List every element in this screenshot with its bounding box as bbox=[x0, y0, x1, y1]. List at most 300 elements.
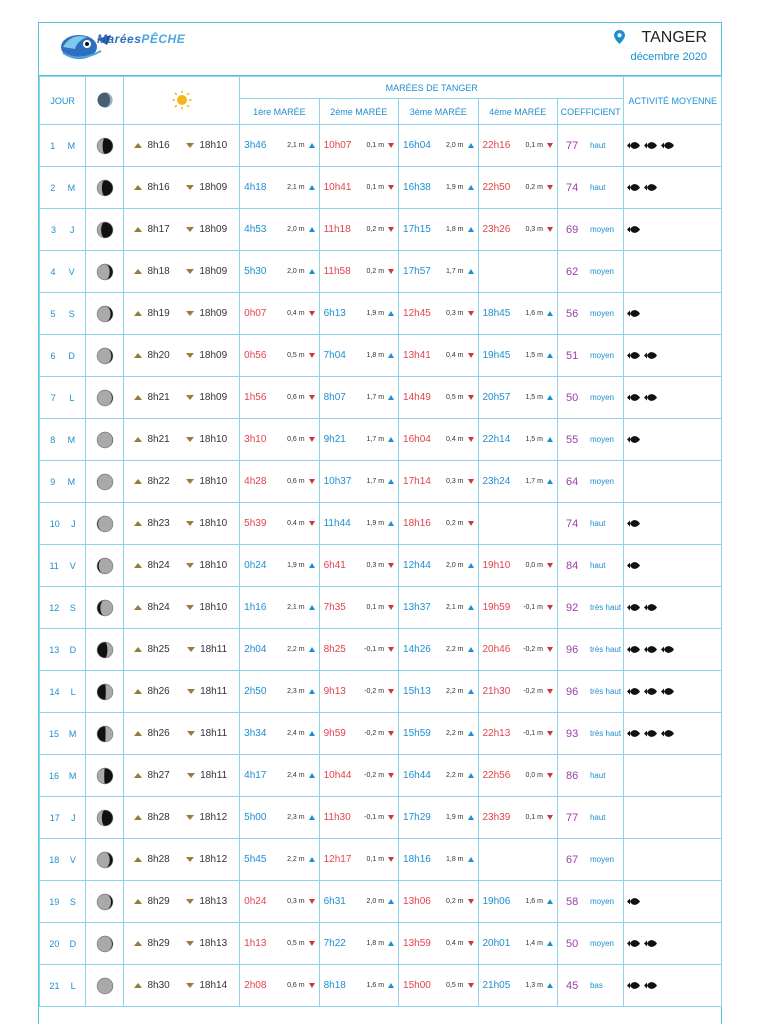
coefficient-value: 86 bbox=[565, 769, 579, 782]
sunset-time: 18h10 bbox=[199, 476, 228, 487]
sunset-arrow-icon bbox=[187, 647, 195, 652]
weekday-letter: J bbox=[71, 812, 76, 823]
table-row[interactable] bbox=[40, 377, 722, 419]
day-number: 13 bbox=[49, 644, 60, 655]
tide-time: 11h44 bbox=[323, 518, 351, 529]
weekday-letter: J bbox=[71, 518, 76, 529]
weekday-letter: M bbox=[68, 728, 77, 739]
sunset-time: 18h13 bbox=[199, 896, 228, 907]
table-row[interactable] bbox=[40, 671, 722, 713]
table-row[interactable] bbox=[40, 629, 722, 671]
high-tide-arrow-icon bbox=[468, 815, 474, 820]
table-row[interactable] bbox=[40, 587, 722, 629]
moon-cell bbox=[86, 125, 124, 167]
tide-time: 1h13 bbox=[244, 938, 267, 949]
high-tide-arrow-icon bbox=[309, 689, 315, 694]
tide-time: 8h07 bbox=[323, 392, 346, 403]
tide-cell bbox=[478, 125, 557, 167]
low-tide-arrow-icon bbox=[547, 185, 553, 190]
coefficient-cell bbox=[557, 923, 623, 965]
tide-cell bbox=[319, 419, 398, 461]
tide-height: 0,3 m bbox=[287, 898, 305, 905]
tide-cell bbox=[240, 965, 319, 1007]
sunset bbox=[186, 266, 227, 277]
high-tide-arrow-icon bbox=[547, 479, 553, 484]
day-number: 4 bbox=[50, 266, 56, 277]
coefficient-level: moyen bbox=[589, 939, 614, 948]
fish-icon bbox=[627, 561, 640, 570]
coefficient-cell bbox=[557, 839, 623, 881]
table-row[interactable] bbox=[40, 125, 722, 167]
fish-icon bbox=[627, 897, 640, 906]
tide-height: 0,2 m bbox=[445, 520, 464, 527]
table-row[interactable] bbox=[40, 839, 722, 881]
tide-height: 1,7 m bbox=[525, 478, 543, 485]
coefficient-cell bbox=[557, 629, 623, 671]
tide-time: 7h22 bbox=[323, 938, 346, 949]
tide-time: 12h45 bbox=[403, 308, 431, 319]
moon-cell bbox=[86, 713, 124, 755]
tide-cell bbox=[399, 713, 478, 755]
coefficient-level: moyen bbox=[589, 393, 614, 402]
coefficient-level: haut bbox=[589, 771, 606, 780]
fish-icon bbox=[644, 645, 657, 654]
day-number: 6 bbox=[50, 350, 56, 361]
low-tide-arrow-icon bbox=[388, 815, 394, 820]
weekday-letter: D bbox=[68, 350, 75, 361]
tide-height: 1,7 m bbox=[445, 268, 464, 275]
sunrise-time: 8h23 bbox=[147, 518, 170, 529]
table-row[interactable] bbox=[40, 965, 722, 1007]
col-sun bbox=[124, 77, 240, 125]
sun-cell bbox=[124, 293, 240, 335]
day-number: 18 bbox=[49, 854, 60, 865]
low-tide-arrow-icon bbox=[468, 479, 474, 484]
activity-cell bbox=[624, 461, 722, 503]
tide-height: 2,3 m bbox=[287, 814, 305, 821]
weekday-letter: M bbox=[67, 434, 76, 445]
activity-cell bbox=[624, 629, 722, 671]
tide-height: 1,7 m bbox=[366, 436, 385, 443]
weekday-letter: L bbox=[70, 686, 76, 697]
sunset-time: 18h14 bbox=[199, 980, 228, 991]
day-cell bbox=[40, 125, 86, 167]
coefficient-value: 92 bbox=[565, 601, 579, 614]
tide-time: 13h37 bbox=[403, 602, 431, 613]
tide-cell bbox=[319, 587, 398, 629]
day-cell bbox=[40, 881, 86, 923]
tide-height: 0,6 m bbox=[287, 982, 305, 989]
weekday-letter: J bbox=[69, 224, 75, 235]
table-row[interactable] bbox=[40, 293, 722, 335]
tide-cell bbox=[478, 671, 557, 713]
tide-cell bbox=[399, 629, 478, 671]
table-row[interactable] bbox=[40, 923, 722, 965]
sunset bbox=[186, 350, 227, 361]
coefficient-level: haut bbox=[589, 813, 606, 822]
sunrise bbox=[134, 728, 169, 739]
tide-cell bbox=[478, 587, 557, 629]
high-tide-arrow-icon bbox=[309, 815, 315, 820]
high-tide-arrow-icon bbox=[468, 227, 474, 232]
sunset-arrow-icon bbox=[186, 227, 194, 232]
coefficient-value: 96 bbox=[565, 685, 579, 698]
tide-cell bbox=[319, 671, 398, 713]
tide-time: 13h59 bbox=[403, 938, 431, 949]
sunset bbox=[186, 560, 227, 571]
tide-height: -0,1 m bbox=[523, 730, 543, 737]
low-tide-arrow-icon bbox=[547, 143, 553, 148]
sunrise-arrow-icon bbox=[134, 353, 142, 358]
weekday-letter: V bbox=[69, 854, 76, 865]
coefficient-value: 55 bbox=[565, 433, 579, 446]
day-number: 15 bbox=[48, 728, 59, 739]
activity-cell bbox=[624, 797, 722, 839]
activity-cell bbox=[624, 293, 722, 335]
high-tide-arrow-icon bbox=[309, 185, 315, 190]
low-tide-arrow-icon bbox=[309, 899, 315, 904]
tide-height: 1,6 m bbox=[525, 310, 543, 317]
sunrise bbox=[134, 182, 169, 193]
moon-phase-icon bbox=[86, 767, 123, 785]
sunrise-time: 8h29 bbox=[147, 938, 170, 949]
tide-height: 0,5 m bbox=[287, 352, 305, 359]
tide-time: 13h06 bbox=[403, 896, 431, 907]
tide-cell bbox=[240, 713, 319, 755]
sunset-arrow-icon bbox=[186, 605, 194, 610]
tide-cell bbox=[240, 545, 319, 587]
high-tide-arrow-icon bbox=[309, 269, 315, 274]
sunset bbox=[187, 728, 227, 739]
activity-cell bbox=[624, 923, 722, 965]
tide-cell bbox=[478, 629, 557, 671]
coefficient-value: 93 bbox=[565, 727, 579, 740]
sun-cell bbox=[124, 419, 240, 461]
coefficient-value: 64 bbox=[565, 475, 579, 488]
coefficient-value: 74 bbox=[565, 181, 579, 194]
high-tide-arrow-icon bbox=[309, 647, 315, 652]
sunrise-time: 8h24 bbox=[147, 602, 170, 613]
sunrise bbox=[134, 266, 169, 277]
moon-cell bbox=[86, 671, 124, 713]
tide-time: 22h50 bbox=[482, 182, 511, 193]
tide-height: -0,1 m bbox=[523, 604, 543, 611]
coefficient-cell bbox=[557, 797, 623, 839]
sunrise bbox=[134, 350, 169, 361]
moon-cell bbox=[86, 419, 124, 461]
fish-icon bbox=[627, 183, 640, 192]
coefficient-cell bbox=[557, 335, 623, 377]
coefficient-level: moyen bbox=[589, 267, 614, 276]
fish-icon bbox=[627, 939, 640, 948]
tide-cell bbox=[478, 461, 557, 503]
coefficient-cell bbox=[557, 251, 623, 293]
tide-height: 0,5 m bbox=[445, 982, 464, 989]
tide-height: 1,9 m bbox=[287, 562, 305, 569]
tide-height: 2,1 m bbox=[445, 604, 464, 611]
sun-cell bbox=[124, 251, 240, 293]
tide-height: 1,6 m bbox=[525, 898, 543, 905]
sunset-time: 18h10 bbox=[199, 518, 228, 529]
low-tide-arrow-icon bbox=[388, 857, 394, 862]
coefficient-value: 84 bbox=[565, 559, 579, 572]
sunset-time: 18h10 bbox=[199, 434, 228, 445]
coefficient-level: bas bbox=[589, 981, 603, 990]
sunrise-arrow-icon bbox=[134, 983, 142, 988]
table-row[interactable] bbox=[40, 419, 722, 461]
low-tide-arrow-icon bbox=[388, 647, 394, 652]
day-number: 10 bbox=[49, 518, 60, 529]
activity-cell bbox=[624, 503, 722, 545]
sunset bbox=[186, 308, 227, 319]
sunset-time: 18h11 bbox=[200, 770, 228, 781]
tide-cell bbox=[240, 923, 319, 965]
weekday-letter: S bbox=[69, 896, 76, 907]
tide-height: 2,0 m bbox=[366, 898, 385, 905]
sunset-arrow-icon bbox=[186, 521, 194, 526]
fish-icon bbox=[627, 141, 640, 150]
tide-time: 19h10 bbox=[482, 560, 511, 571]
sunset-arrow-icon bbox=[186, 395, 194, 400]
low-tide-arrow-icon bbox=[388, 731, 394, 736]
table-row[interactable] bbox=[40, 503, 722, 545]
sunrise-time: 8h25 bbox=[147, 644, 170, 655]
tide-cell-empty bbox=[478, 251, 557, 293]
high-tide-arrow-icon bbox=[547, 311, 553, 316]
moon-cell bbox=[86, 209, 124, 251]
table-row[interactable] bbox=[40, 545, 722, 587]
tide-cell bbox=[240, 419, 319, 461]
coefficient-cell bbox=[557, 167, 623, 209]
weekday-letter: M bbox=[68, 770, 77, 781]
coefficient-level: très haut bbox=[589, 603, 622, 612]
sunrise bbox=[134, 686, 169, 697]
sunset-arrow-icon bbox=[186, 815, 194, 820]
high-tide-arrow-icon bbox=[309, 143, 315, 148]
tide-height: 2,2 m bbox=[445, 772, 464, 779]
tide-cell-empty bbox=[478, 503, 557, 545]
high-tide-arrow-icon bbox=[388, 311, 394, 316]
tide-height: 1,8 m bbox=[445, 856, 464, 863]
sunset-time: 18h12 bbox=[199, 854, 228, 865]
moon-phase-icon bbox=[86, 263, 123, 281]
coefficient-level: moyen bbox=[589, 435, 614, 444]
sunset bbox=[186, 140, 227, 151]
sunset-arrow-icon bbox=[186, 857, 194, 862]
tide-cell bbox=[319, 293, 398, 335]
col-tides-group: MARÉES DE TANGER bbox=[240, 77, 624, 99]
high-tide-arrow-icon bbox=[468, 605, 474, 610]
weekday-letter: S bbox=[69, 602, 76, 613]
table-row[interactable] bbox=[40, 797, 722, 839]
low-tide-arrow-icon bbox=[388, 605, 394, 610]
sunrise-arrow-icon bbox=[134, 311, 142, 316]
table-row[interactable] bbox=[40, 755, 722, 797]
day-cell bbox=[40, 335, 86, 377]
moon-cell bbox=[86, 755, 124, 797]
tide-time: 16h04 bbox=[403, 434, 431, 445]
moon-phase-icon bbox=[86, 851, 123, 869]
table-row[interactable] bbox=[40, 209, 722, 251]
tide-time: 22h14 bbox=[482, 434, 511, 445]
table-row[interactable] bbox=[40, 251, 722, 293]
moon-phase-icon bbox=[86, 725, 123, 743]
coefficient-value: 50 bbox=[565, 937, 579, 950]
coefficient-level: moyen bbox=[589, 897, 614, 906]
tide-cell bbox=[399, 881, 478, 923]
sunset-time: 18h12 bbox=[199, 812, 228, 823]
sunset bbox=[186, 224, 227, 235]
col-tide-1: 1ère MARÉE bbox=[240, 99, 319, 125]
moon-phase-icon bbox=[86, 389, 123, 407]
table-row[interactable] bbox=[40, 713, 722, 755]
fish-icon bbox=[644, 981, 657, 990]
sunset-arrow-icon bbox=[187, 689, 195, 694]
tide-time: 2h04 bbox=[244, 644, 267, 655]
day-cell bbox=[40, 713, 86, 755]
activity-cell bbox=[624, 251, 722, 293]
tide-time: 12h17 bbox=[323, 854, 352, 865]
coefficient-value: 77 bbox=[565, 811, 579, 824]
sunset bbox=[186, 518, 227, 529]
activity-cell bbox=[624, 419, 722, 461]
sunset-arrow-icon bbox=[186, 941, 194, 946]
moon-phase-icon bbox=[86, 683, 123, 701]
low-tide-arrow-icon bbox=[468, 353, 474, 358]
fish-icon bbox=[627, 729, 640, 738]
sun-icon bbox=[172, 90, 192, 110]
low-tide-arrow-icon bbox=[309, 521, 315, 526]
tide-height: 2,1 m bbox=[287, 604, 305, 611]
tide-time: 22h16 bbox=[482, 140, 511, 151]
sunrise-arrow-icon bbox=[134, 227, 142, 232]
low-tide-arrow-icon bbox=[547, 647, 553, 652]
tide-cell bbox=[240, 755, 319, 797]
tide-time: 9h13 bbox=[323, 686, 346, 697]
sunrise bbox=[134, 938, 169, 949]
low-tide-arrow-icon bbox=[309, 479, 315, 484]
tide-cell bbox=[399, 797, 478, 839]
sunrise-time: 8h16 bbox=[147, 182, 170, 193]
tide-cell bbox=[240, 797, 319, 839]
low-tide-arrow-icon bbox=[309, 311, 315, 316]
tide-height: 0,3 m bbox=[366, 562, 385, 569]
tide-cell bbox=[319, 755, 398, 797]
tide-time: 6h31 bbox=[323, 896, 346, 907]
tide-height: 1,3 m bbox=[525, 982, 543, 989]
tide-cell bbox=[478, 167, 557, 209]
tide-cell bbox=[478, 797, 557, 839]
tide-cell bbox=[319, 881, 398, 923]
tide-height: 2,0 m bbox=[445, 142, 464, 149]
fish-icon bbox=[661, 729, 674, 738]
moon-cell bbox=[86, 587, 124, 629]
coefficient-cell bbox=[557, 461, 623, 503]
sunset bbox=[186, 392, 227, 403]
sunset-arrow-icon bbox=[186, 563, 194, 568]
moon-cell bbox=[86, 629, 124, 671]
sunrise bbox=[134, 980, 169, 991]
low-tide-arrow-icon bbox=[309, 353, 315, 358]
fish-icon bbox=[627, 435, 640, 444]
tide-time: 5h39 bbox=[244, 518, 267, 529]
logo-text[interactable] bbox=[97, 32, 185, 46]
table-row[interactable] bbox=[40, 167, 722, 209]
coefficient-level: moyen bbox=[589, 351, 614, 360]
sunrise-arrow-icon bbox=[134, 269, 142, 274]
tide-time: 21h05 bbox=[482, 980, 511, 991]
sunset-time: 18h11 bbox=[200, 728, 228, 739]
sunrise-time: 8h24 bbox=[147, 560, 170, 571]
sunrise-arrow-icon bbox=[134, 563, 142, 568]
tide-height: 0,4 m bbox=[287, 310, 305, 317]
table-row[interactable] bbox=[40, 881, 722, 923]
tide-cell bbox=[399, 755, 478, 797]
tide-time: 11h18 bbox=[323, 224, 351, 235]
table-row[interactable] bbox=[40, 335, 722, 377]
tide-cell bbox=[478, 881, 557, 923]
moon-cell bbox=[86, 839, 124, 881]
tide-height: -0,1 m bbox=[364, 646, 385, 653]
sunset-time: 18h10 bbox=[199, 602, 228, 613]
sunrise-arrow-icon bbox=[134, 815, 142, 820]
tide-time: 17h14 bbox=[403, 476, 431, 487]
tide-cell bbox=[240, 587, 319, 629]
sunrise-time: 8h17 bbox=[147, 224, 170, 235]
weekday-letter: L bbox=[69, 392, 75, 403]
tide-time: 0h24 bbox=[244, 896, 267, 907]
weekday-letter: D bbox=[69, 938, 77, 949]
coefficient-level: haut bbox=[589, 561, 606, 570]
table-row[interactable] bbox=[40, 461, 722, 503]
low-tide-arrow-icon bbox=[468, 521, 474, 526]
sun-cell bbox=[124, 167, 240, 209]
tide-time: 5h00 bbox=[244, 812, 267, 823]
tide-time: 10h41 bbox=[323, 182, 352, 193]
low-tide-arrow-icon bbox=[388, 689, 394, 694]
tide-cell bbox=[478, 335, 557, 377]
fish-icon bbox=[644, 351, 657, 360]
day-cell bbox=[40, 587, 86, 629]
low-tide-arrow-icon bbox=[468, 899, 474, 904]
moon-cell bbox=[86, 461, 124, 503]
sunrise-arrow-icon bbox=[134, 437, 142, 442]
tide-time: 15h13 bbox=[403, 686, 431, 697]
sunrise-time: 8h22 bbox=[147, 476, 170, 487]
sunset bbox=[186, 602, 227, 613]
tide-cell bbox=[240, 167, 319, 209]
activity-cell bbox=[624, 545, 722, 587]
day-number: 20 bbox=[49, 938, 60, 949]
tide-height: 2,2 m bbox=[287, 646, 305, 653]
coefficient-cell bbox=[557, 545, 623, 587]
moon-phase-icon bbox=[86, 557, 123, 575]
city-name: TANGER bbox=[641, 29, 707, 46]
tide-time: 18h16 bbox=[403, 518, 431, 529]
sun-cell bbox=[124, 335, 240, 377]
header bbox=[39, 23, 721, 76]
tide-calendar bbox=[38, 22, 722, 1024]
tide-time: 19h59 bbox=[482, 602, 511, 613]
tide-cell bbox=[399, 965, 478, 1007]
sunset-arrow-icon bbox=[186, 311, 194, 316]
activity-cell bbox=[624, 167, 722, 209]
high-tide-arrow-icon bbox=[468, 563, 474, 568]
high-tide-arrow-icon bbox=[388, 395, 394, 400]
moon-phase-icon bbox=[86, 473, 123, 491]
tide-height: 0,3 m bbox=[445, 310, 464, 317]
coefficient-cell bbox=[557, 419, 623, 461]
